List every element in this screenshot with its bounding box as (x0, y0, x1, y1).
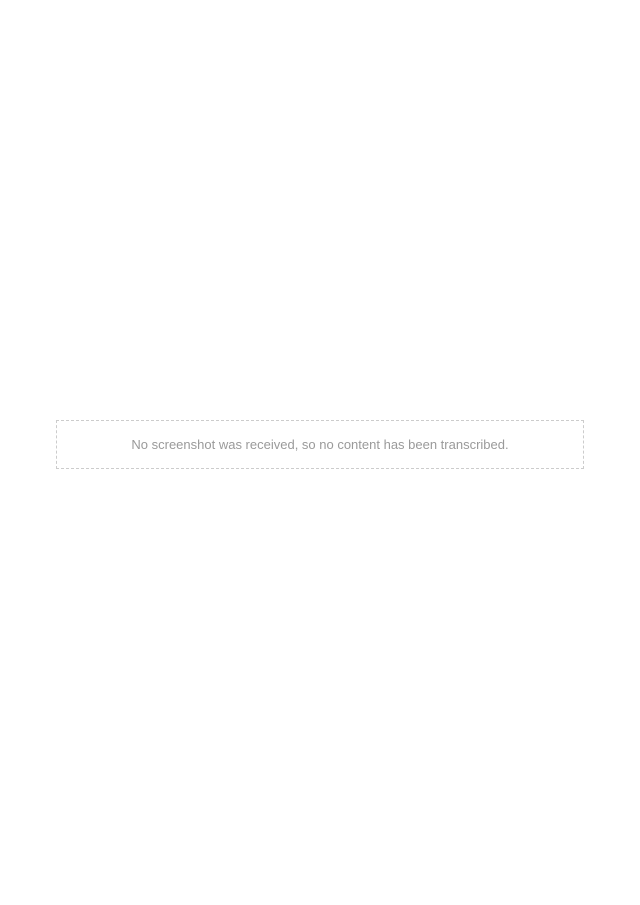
missing-image-notice: No screenshot was received, so no content has been transcribed. (56, 420, 584, 469)
page-title (56, 48, 584, 76)
page-body-text (56, 92, 584, 112)
